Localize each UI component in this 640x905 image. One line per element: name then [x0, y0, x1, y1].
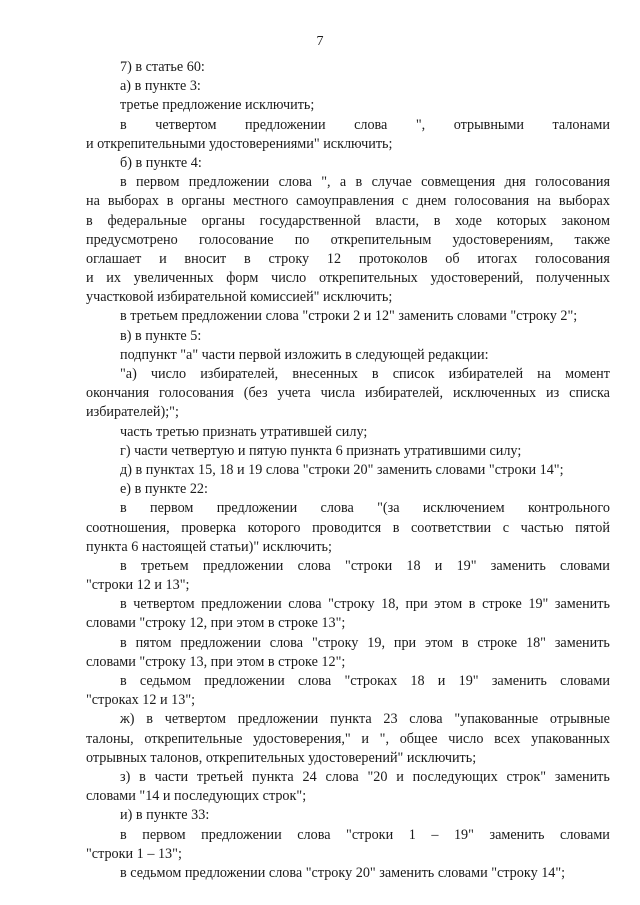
text-line: [86, 96, 610, 115]
text-line: [86, 365, 610, 384]
word: открепительные: [144, 730, 243, 747]
text-line: [86, 384, 610, 403]
word: 19": [453, 826, 474, 843]
word: органы: [181, 193, 225, 210]
word: предложении: [202, 557, 284, 574]
word: заменить: [554, 596, 610, 613]
text-line: [86, 442, 610, 461]
text-line: [86, 154, 610, 173]
word: этом: [425, 634, 453, 651]
text-line: [86, 116, 610, 135]
word: предложении: [188, 174, 270, 191]
word: общее: [399, 730, 438, 747]
line-text: словами "строку 12, при этом в строке 13";: [86, 615, 346, 632]
word: предложении: [245, 116, 326, 133]
word: первом: [150, 500, 194, 517]
word: случае: [371, 174, 412, 191]
word: слова: [269, 634, 304, 651]
word: заменить: [489, 826, 545, 843]
word: число: [448, 730, 484, 747]
word: и: [396, 768, 404, 785]
word: учета: [277, 385, 311, 402]
word: и: [86, 270, 94, 287]
word: слова: [297, 557, 331, 574]
line-text: е) в пункте 22:: [120, 481, 208, 498]
text-line: [86, 595, 610, 614]
word: "упакованные: [454, 711, 539, 728]
word: числа: [320, 385, 356, 402]
word: четвертом: [155, 116, 217, 133]
word: отрывными: [453, 116, 525, 133]
word: протоколов: [358, 250, 428, 267]
word: вносит: [184, 250, 227, 267]
word: государственной: [259, 212, 361, 229]
word: слова: [297, 826, 331, 843]
word: 19,: [367, 634, 385, 651]
word: 18": [525, 634, 546, 651]
word: дня: [504, 174, 526, 191]
word: "строку: [311, 634, 359, 651]
word: законом: [561, 212, 610, 229]
word: слова: [288, 596, 322, 613]
word: словами: [560, 557, 610, 574]
word: которого: [247, 519, 301, 536]
word: этом: [434, 596, 463, 613]
word: в: [120, 596, 127, 613]
text-line: [86, 672, 610, 691]
word: число: [271, 270, 307, 287]
word: в: [468, 596, 476, 613]
text-line: [86, 806, 610, 825]
word: избирателей,: [200, 366, 279, 382]
word: пятом: [135, 634, 172, 651]
word: федеральные: [107, 212, 187, 229]
word: 1: [408, 826, 416, 843]
word: пункта: [252, 768, 294, 785]
word: слова: [297, 673, 332, 689]
word: "строки: [345, 557, 393, 574]
word: талонами: [552, 116, 610, 133]
word: при: [393, 634, 417, 651]
word: четвертом: [164, 711, 226, 728]
line-text: "строках 12 и 13";: [86, 692, 196, 709]
word: 19": [458, 673, 479, 689]
text-line: [86, 58, 610, 77]
text-line: [86, 231, 610, 250]
line-text: в) в пункте 5:: [120, 327, 202, 344]
text-line: [86, 749, 610, 768]
text-line: [86, 288, 610, 307]
word: исключением: [422, 500, 505, 517]
text-line: [86, 77, 610, 96]
word: талоны,: [86, 730, 134, 747]
word: 24: [302, 768, 317, 785]
word: "(за: [377, 500, 400, 517]
text-line: [86, 499, 610, 518]
word: части: [154, 768, 189, 785]
word: "строки: [346, 826, 394, 843]
word: удостоверения,": [253, 730, 351, 747]
word: власти,: [375, 212, 420, 229]
word: удостоверений,: [430, 270, 524, 287]
text-line: [86, 192, 610, 211]
word: слова: [320, 500, 354, 517]
word: 18,: [381, 596, 399, 613]
word: голосования: [159, 385, 234, 402]
text-line: [86, 787, 610, 806]
word: с: [402, 193, 409, 210]
word: словами: [560, 826, 610, 843]
word: итогах: [477, 250, 518, 267]
word: в: [120, 673, 127, 689]
line-text: и открепительными удостоверениями" исключить;: [86, 135, 393, 152]
line-text: в седьмом предложении слова "строку 20" заменить словами "строку 14";: [120, 864, 566, 881]
word: ",: [415, 116, 426, 133]
text-line: [86, 461, 610, 480]
line-text: часть третью признать утратившей силу;: [120, 423, 368, 440]
text-line: [86, 250, 610, 269]
text-line: [86, 135, 610, 154]
word: предусмотрено: [86, 231, 178, 248]
text-line: [86, 480, 610, 499]
word: строке: [482, 596, 522, 613]
word: 19": [528, 596, 549, 613]
word: в: [166, 193, 174, 210]
page-number: 7: [316, 34, 324, 49]
word: "а): [120, 366, 137, 382]
text-line: [86, 614, 610, 633]
word: на: [537, 193, 551, 210]
word: предложении: [201, 596, 282, 613]
word: по: [294, 231, 310, 248]
line-text: г) части четвертую и пятую пункта 6 признать утратившими силу;: [120, 442, 522, 459]
word: исключенных: [452, 385, 537, 402]
word: четвертом: [133, 596, 195, 613]
word: а: [339, 174, 347, 191]
word: и: [361, 730, 369, 747]
text-line: [86, 423, 610, 442]
text-line: [86, 826, 610, 845]
word: и: [159, 250, 167, 267]
word: ж): [120, 711, 135, 728]
word: голосование: [198, 231, 274, 248]
word: списка: [569, 385, 610, 402]
text-line: [86, 864, 610, 883]
word: строку: [268, 250, 310, 267]
text-line: [86, 653, 610, 672]
word: строке: [477, 634, 518, 651]
line-text: третье предложение исключить;: [120, 97, 315, 114]
text-line: [86, 519, 610, 538]
word: слова: [409, 711, 443, 728]
word: контрольного: [527, 500, 610, 517]
line-text: словами "14 и последующих строк";: [86, 788, 307, 805]
word: –: [431, 826, 439, 843]
word: пункта: [329, 711, 372, 728]
word: с: [502, 519, 510, 536]
word: выборах: [558, 193, 610, 210]
word: ходе: [455, 212, 482, 229]
word: 12: [326, 250, 342, 267]
word: в: [139, 768, 146, 785]
word: соответствии: [410, 519, 492, 536]
word: всех: [494, 730, 521, 747]
word: открепительных: [318, 270, 418, 287]
word: на: [86, 193, 100, 210]
line-text: "строки 12 и 13";: [86, 577, 190, 594]
text-line: [86, 691, 610, 710]
word: третьей: [196, 768, 244, 785]
word: при: [405, 596, 428, 613]
line-text: словами "строку 13, при этом в строке 12";: [86, 653, 346, 670]
word: предложении: [180, 634, 261, 651]
word: частью: [520, 519, 564, 536]
word: открепительным: [330, 231, 432, 248]
word: 19": [456, 557, 477, 574]
word: форм: [226, 270, 259, 287]
text-line: [86, 710, 610, 729]
line-text: пункта 6 настоящей статьи)" исключить;: [86, 538, 332, 555]
line-text: "строки 1 – 13";: [86, 845, 182, 862]
word: предложении: [216, 500, 298, 517]
text-line: [86, 327, 610, 346]
word: в: [120, 634, 127, 651]
line-text: а) в пункте 3:: [120, 78, 201, 95]
word: органы: [201, 212, 245, 229]
text-line: [86, 212, 610, 231]
text-line: [86, 269, 610, 288]
text-line: [86, 730, 610, 749]
word: об: [445, 250, 460, 267]
word: в: [120, 826, 127, 843]
word: которых: [496, 212, 547, 229]
word: слова: [354, 116, 388, 133]
word: "20: [367, 768, 388, 785]
word: проводится: [312, 519, 382, 536]
word: в: [120, 557, 127, 574]
word: 18: [406, 557, 421, 574]
line-text: избирателей);";: [86, 404, 179, 421]
word: также: [574, 231, 610, 248]
word: 18: [410, 673, 425, 689]
word: в: [355, 174, 363, 191]
word: седьмом: [139, 673, 191, 689]
text-line: [86, 307, 610, 326]
word: момент: [565, 366, 610, 382]
text-line: [86, 538, 610, 557]
text-line: [86, 845, 610, 864]
word: в: [120, 116, 127, 133]
line-text: д) в пунктах 15, 18 и 19 слова "строки 20" заменить словами "строки 14";: [120, 461, 564, 478]
word: слова: [278, 174, 312, 191]
word: строк": [506, 768, 547, 785]
word: отрывные: [549, 711, 610, 728]
word: днем: [416, 193, 447, 210]
word: (без: [243, 385, 268, 402]
word: заменить: [554, 634, 610, 651]
line-text: 7) в статье 60:: [120, 59, 205, 75]
line-text: подпункт "а" части первой изложить в следующей редакции:: [120, 346, 489, 363]
word: голосования: [454, 193, 530, 210]
word: предложении: [237, 711, 319, 728]
word: упакованных: [531, 730, 610, 747]
document-body: [86, 58, 610, 883]
word: пятой: [575, 519, 610, 536]
word: ",: [379, 730, 389, 747]
word: последующих: [412, 768, 498, 785]
word: з): [120, 768, 131, 785]
word: в: [146, 711, 153, 728]
word: избирателей,: [364, 385, 444, 402]
text-line: [86, 173, 610, 192]
word: список: [392, 366, 435, 382]
word: в: [433, 212, 441, 229]
word: проверка: [181, 519, 236, 536]
word: ",: [321, 174, 331, 191]
line-text: и) в пункте 33:: [120, 807, 210, 824]
line-text: отрывных талонов, открепительных удостоверений" исключить;: [86, 749, 477, 766]
text-line: [86, 346, 610, 365]
word: совмещения: [421, 174, 496, 191]
word: местного: [232, 193, 289, 210]
word: на: [537, 366, 552, 382]
word: "строках: [344, 673, 398, 689]
text-line: [86, 557, 610, 576]
word: третьем: [140, 557, 189, 574]
word: "строку: [328, 596, 375, 613]
word: соотношения,: [86, 519, 170, 536]
line-text: участковой избирательной комиссией" исключить;: [86, 289, 393, 306]
word: предложении: [204, 673, 285, 689]
word: самоуправления: [296, 193, 395, 210]
word: в: [461, 634, 469, 651]
word: заменить: [490, 557, 546, 574]
word: полученных: [536, 270, 610, 287]
word: и: [434, 557, 443, 574]
text-line: [86, 634, 610, 653]
text-line: [86, 768, 610, 787]
word: голосования: [535, 174, 610, 191]
word: в: [86, 212, 93, 229]
word: в: [244, 250, 251, 267]
word: число: [150, 366, 187, 382]
word: слова: [325, 768, 359, 785]
word: первом: [136, 174, 180, 191]
word: избирателей: [448, 366, 524, 382]
word: предложении: [201, 826, 282, 843]
word: увеличенных: [133, 270, 214, 287]
line-text: б) в пункте 4:: [120, 154, 202, 171]
word: и: [437, 673, 446, 689]
word: из: [546, 385, 560, 402]
word: удостоверениям,: [452, 231, 554, 248]
word: внесенных: [292, 366, 358, 382]
text-line: [86, 576, 610, 595]
word: в: [120, 174, 127, 191]
line-text: в третьем предложении слова "строки 2 и 12" заменить словами "строку 2";: [120, 308, 578, 325]
word: в: [392, 519, 400, 536]
word: голосования: [535, 250, 610, 267]
word: в: [371, 366, 379, 382]
text-line: [86, 403, 610, 422]
word: заменить: [491, 673, 547, 689]
word: их: [106, 270, 121, 287]
word: выборах: [107, 193, 159, 210]
word: первом: [142, 826, 186, 843]
word: заменить: [554, 768, 610, 785]
word: окончания: [86, 385, 150, 402]
word: 23: [383, 711, 398, 728]
word: словами: [560, 673, 610, 689]
word: оглашает: [86, 250, 142, 267]
word: в: [120, 500, 127, 517]
